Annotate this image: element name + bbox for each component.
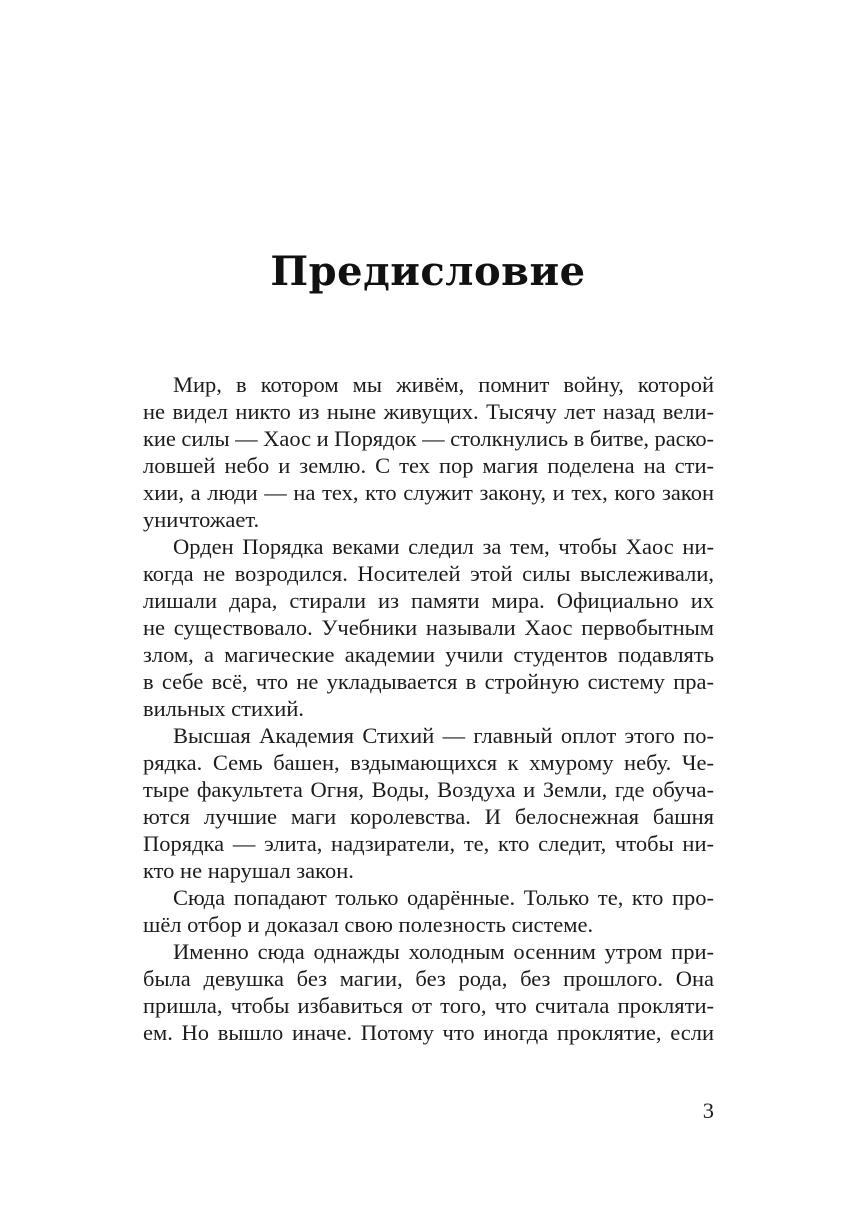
text-line: ются лучшие маги королевства. И белоснежная башня xyxy=(143,804,714,829)
text-line: Порядка — элита, надзиратели, те, кто следит, чтобы ни- xyxy=(143,831,714,856)
paragraph xyxy=(143,938,714,1046)
chapter-title: Предисловие xyxy=(270,248,586,295)
text-line: Именно сюда однажды холодным осенним утром при- xyxy=(173,939,714,964)
text-line: Высшая Академия Стихий — главный оплот этого по- xyxy=(173,723,714,748)
text-line: ем. Но вышло иначе. Потому что иногда проклятие, если xyxy=(143,1020,714,1045)
text-line: Сюда попадают только одарённые. Только те, кто про- xyxy=(173,885,714,910)
text-line: шёл отбор и доказал свою полезность системе. xyxy=(143,912,594,937)
text-line: была девушка без магии, без рода, без прошлого. Она xyxy=(143,966,714,991)
text-line: хии, а люди — на тех, кто служит закону, и тех, кого закон xyxy=(143,480,714,505)
text-line: не существовало. Учебники называли Хаос первобытным xyxy=(143,615,714,640)
text-line: тыре факультета Огня, Воды, Воздуха и Земли, где обуча- xyxy=(143,777,714,802)
paragraph xyxy=(143,371,714,533)
paragraph xyxy=(143,533,714,722)
paragraph xyxy=(143,722,714,884)
text-line: вильных стихий. xyxy=(143,696,305,721)
text-line: Орден Порядка веками следил за тем, чтобы Хаос ни- xyxy=(173,534,714,559)
text-line: кто не нарушал закон. xyxy=(143,858,354,883)
paragraph xyxy=(143,884,714,938)
text-line: кие силы — Хаос и Порядок — столкнулись в битве, раско- xyxy=(143,426,714,451)
text-line: ловшей небо и землю. С тех пор магия поделена на сти- xyxy=(143,453,714,478)
text-line: когда не возродился. Носителей этой силы выслеживали, xyxy=(143,561,714,586)
text-line: в себе всё, что не укладывается в стройную систему пра- xyxy=(143,669,714,694)
text-line: злом, а магические академии учили студентов подавлять xyxy=(143,642,714,667)
text-line: не видел никто из ныне живущих. Тысячу лет назад вели- xyxy=(143,399,714,424)
text-line: Мир, в котором мы живём, помнит войну, которой xyxy=(173,372,714,397)
text-line: лишали дара, стирали из памяти мира. Официально их xyxy=(143,588,714,613)
text-line: рядка. Семь башен, вздымающихся к хмурому небу. Че- xyxy=(143,750,714,775)
text-line: уничтожает. xyxy=(143,507,260,532)
body-text xyxy=(143,371,714,1046)
text-line: пришла, чтобы избавиться от того, что считала прокляти- xyxy=(143,993,714,1018)
page-number: 3 xyxy=(702,1098,714,1123)
